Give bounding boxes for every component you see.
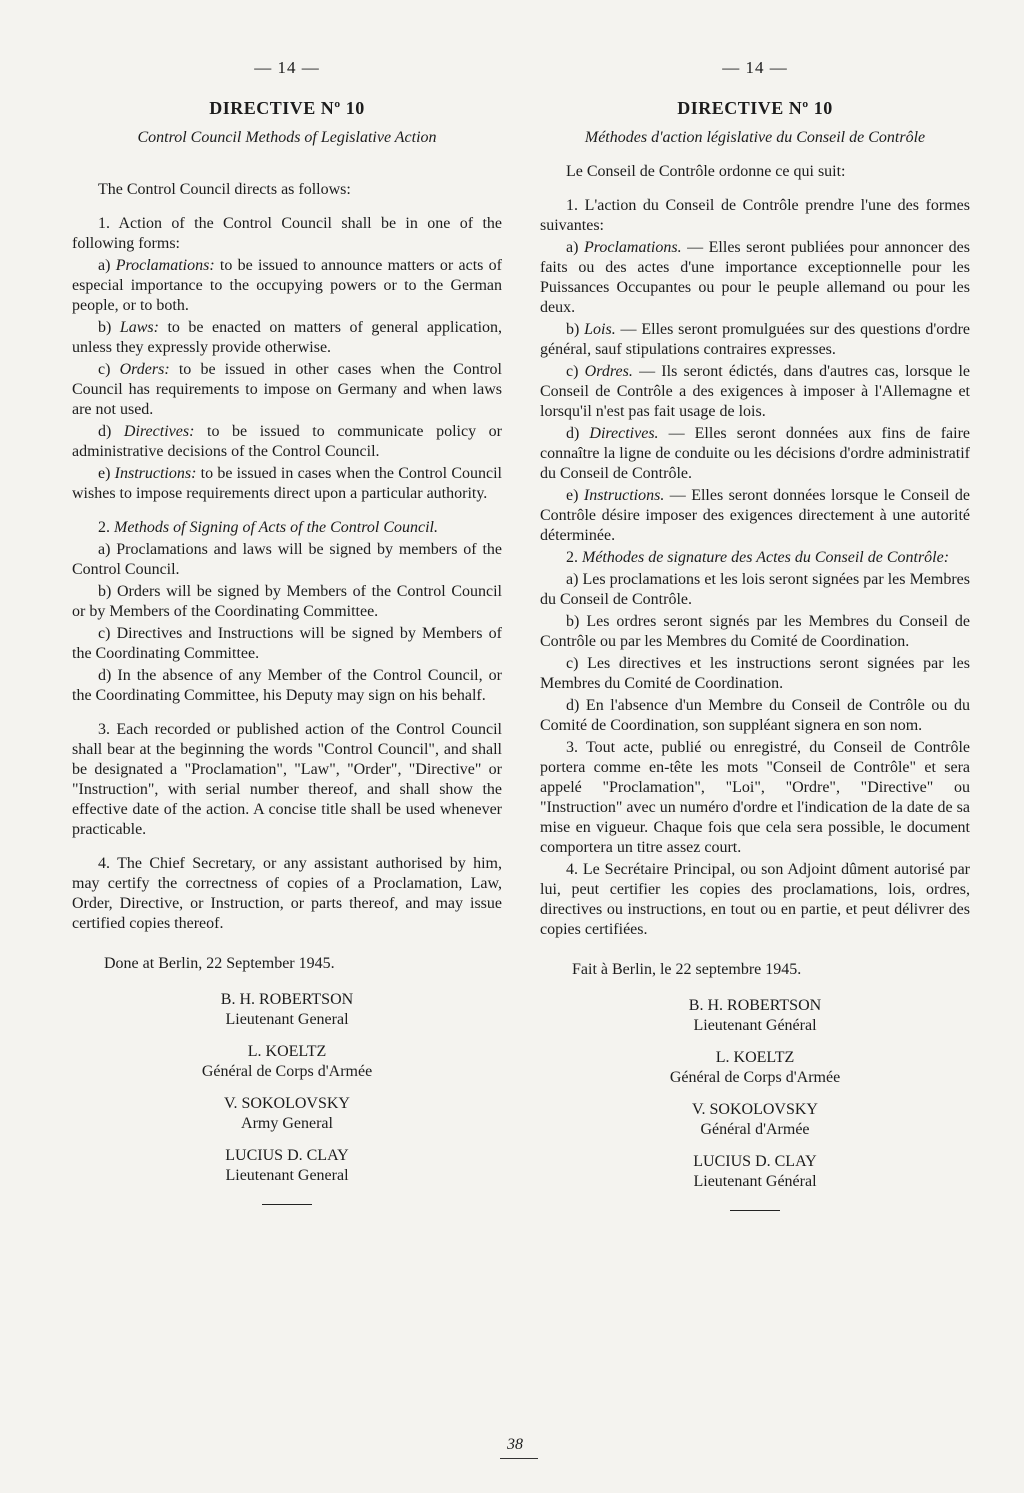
section-3: 3. Tout acte, publié ou enregistré, du Conseil de Contrôle portera comme en-tête les mots "Conseil de Contrôle" et sera appelé "Proclamation", "Loi", "Ordre", "Directive" ou "Instruction" avec un numéro d'ordre et l'indication de la date de sa mise en vigueur. Chaque fois que cela sera possible, le document comportera un titre assez court. [540, 739, 970, 856]
intro-text: Le Conseil de Contrôle ordonne ce qui suit: [566, 163, 846, 180]
signatory-name: B. H. ROBERTSON [220, 991, 354, 1008]
signing-item-c: c) Directives and Instructions will be signed by Members of the Coordinating Committee. [72, 625, 502, 662]
signatory-rank: Général d'Armée [700, 1121, 810, 1138]
section-2-heading: 2. Méthodes de signature des Actes du Conseil de Contrôle: [566, 549, 950, 566]
signatory-name: LUCIUS D. CLAY [693, 1153, 817, 1170]
signing-item-b: b) Orders will be signed by Members of the Control Council or by Members of the Coordinating Committee. [72, 583, 502, 620]
form-item-e: e) Instructions. — Elles seront données lorsque le Conseil de Contrôle désire imposer des exigences directement à une autorité déterminée. [540, 487, 970, 544]
form-item-e: e) Instructions: to be issued in cases when the Control Council wishes to impose requirements direct upon a particular authority. [72, 465, 502, 502]
signing-date: Fait à Berlin, le 22 septembre 1945. [572, 961, 802, 978]
form-item-a: a) Proclamations. — Elles seront publiées pour annoncer des faits ou des actes d'une importance exceptionnelle pour les Puissances Occupantes ou pour le peuple allemand ou pour les deux. [540, 239, 971, 316]
signatory-rank: Général de Corps d'Armée [669, 1069, 841, 1086]
section-4: 4. The Chief Secretary, or any assistant authorised by him, may certify the correctness of copies of a Proclamation, Law, Order, Directive, or Instruction, or parts thereof, and may issue certified copies thereof. [72, 855, 502, 932]
english-column [72, 58, 502, 1205]
signatory [540, 996, 970, 1036]
page-number-underline [500, 1458, 538, 1459]
signatory-name: B. H. ROBERTSON [688, 997, 822, 1014]
signatory-rank: Lieutenant General [225, 1167, 349, 1184]
page-number: 38 [507, 1436, 523, 1453]
french-column [540, 58, 970, 1211]
intro-text: The Control Council directs as follows: [98, 181, 351, 198]
closing-divider [262, 1204, 312, 1205]
signing-item-b: b) Les ordres seront signés par les Membres du Conseil de Contrôle ou par les Membres du Comité de Coordination. [540, 613, 970, 650]
form-item-c: c) Orders: to be issued in other cases when the Control Council has requirements to impose on Germany and when laws are not used. [72, 361, 502, 418]
directive-title: DIRECTIVE Nº 10 [677, 98, 833, 118]
page-marker: — 14 — [254, 58, 320, 77]
signatory [540, 1048, 970, 1088]
form-item-c: c) Ordres. — Ils seront édictés, dans d'autres cas, lorsque le Conseil de Contrôle a des exigences à imposer à l'Allemagne et lorsqu'il n'est pas fait usage de lois. [540, 363, 970, 420]
signatory-rank: Army General [241, 1115, 333, 1132]
signing-item-a: a) Les proclamations et les lois seront signées par les Membres du Conseil de Contrôle. [540, 571, 970, 608]
signatory-rank: Lieutenant Général [693, 1173, 817, 1190]
signing-item-c: c) Les directives et les instructions seront signées par les Membres du Comité de Coordination. [540, 655, 970, 692]
signatory [540, 1100, 970, 1140]
section-4: 4. Le Secrétaire Principal, ou son Adjoint dûment autorisé par lui, peut certifier les copies des proclamations, lois, ordres, directives ou instructions, en tout ou en partie, et peut délivrer des copies certifiées. [540, 861, 970, 938]
directive-subtitle: Control Council Methods of Legislative Action [137, 129, 437, 146]
form-item-a: a) Proclamations: to be issued to announce matters or acts of especial importance to the occupying powers or to the German people, or to both. [72, 257, 502, 314]
signatory-name: L. KOELTZ [715, 1049, 795, 1066]
section-3: 3. Each recorded or published action of the Control Council shall bear at the beginning the words "Control Council", and shall be designated a "Proclamation", "Law", "Order", "Directive" or "Instruction", with serial number thereof, and shall show the effective date of the action. A concise title shall be used whenever practicable. [72, 721, 502, 838]
signatory-name: V. SOKOLOVSKY [224, 1095, 350, 1112]
section-2-heading: 2. Methods of Signing of Acts of the Control Council. [98, 519, 438, 536]
signatory-name: LUCIUS D. CLAY [225, 1147, 349, 1164]
signatory-rank: Lieutenant Général [693, 1017, 817, 1034]
signing-item-d: d) En l'absence d'un Membre du Conseil de Contrôle ou du Comité de Coordination, son suppléant signera en son nom. [540, 697, 970, 734]
form-item-b: b) Lois. — Elles seront promulguées sur des questions d'ordre général, sauf stipulations contraires expresses. [540, 321, 971, 358]
signatory [540, 1152, 970, 1192]
directive-title: DIRECTIVE Nº 10 [209, 98, 365, 118]
signatory [72, 990, 502, 1030]
directive-subtitle: Méthodes d'action législative du Conseil de Contrôle [584, 129, 926, 146]
signatory [72, 1042, 502, 1082]
signing-date: Done at Berlin, 22 September 1945. [104, 955, 335, 972]
form-item-b: b) Laws: to be enacted on matters of general application, unless they expressly provide otherwise. [72, 319, 503, 356]
signatory-rank: Lieutenant General [225, 1011, 349, 1028]
signing-item-d: d) In the absence of any Member of the Control Council, or the Coordinating Committee, his Deputy may sign on his behalf. [72, 667, 502, 704]
signatory [72, 1094, 502, 1134]
form-item-d: d) Directives. — Elles seront données aux fins de faire connaître la ligne de conduite ou les décisions d'ordre administratif du Conseil de Contrôle. [540, 425, 971, 482]
signatory-name: V. SOKOLOVSKY [692, 1101, 818, 1118]
signatory-name: L. KOELTZ [247, 1043, 327, 1060]
section-1-intro: 1. Action of the Control Council shall be in one of the following forms: [72, 215, 502, 252]
form-item-d: d) Directives: to be issued to communicate policy or administrative decisions of the Control Council. [72, 423, 503, 460]
section-1-intro: 1. L'action du Conseil de Contrôle prendre l'une des formes suivantes: [540, 197, 970, 234]
signatory [72, 1146, 502, 1186]
signing-item-a: a) Proclamations and laws will be signed by members of the Control Council. [72, 541, 502, 578]
closing-divider [730, 1210, 780, 1211]
page-marker: — 14 — [722, 58, 788, 77]
signatory-rank: Général de Corps d'Armée [201, 1063, 373, 1080]
